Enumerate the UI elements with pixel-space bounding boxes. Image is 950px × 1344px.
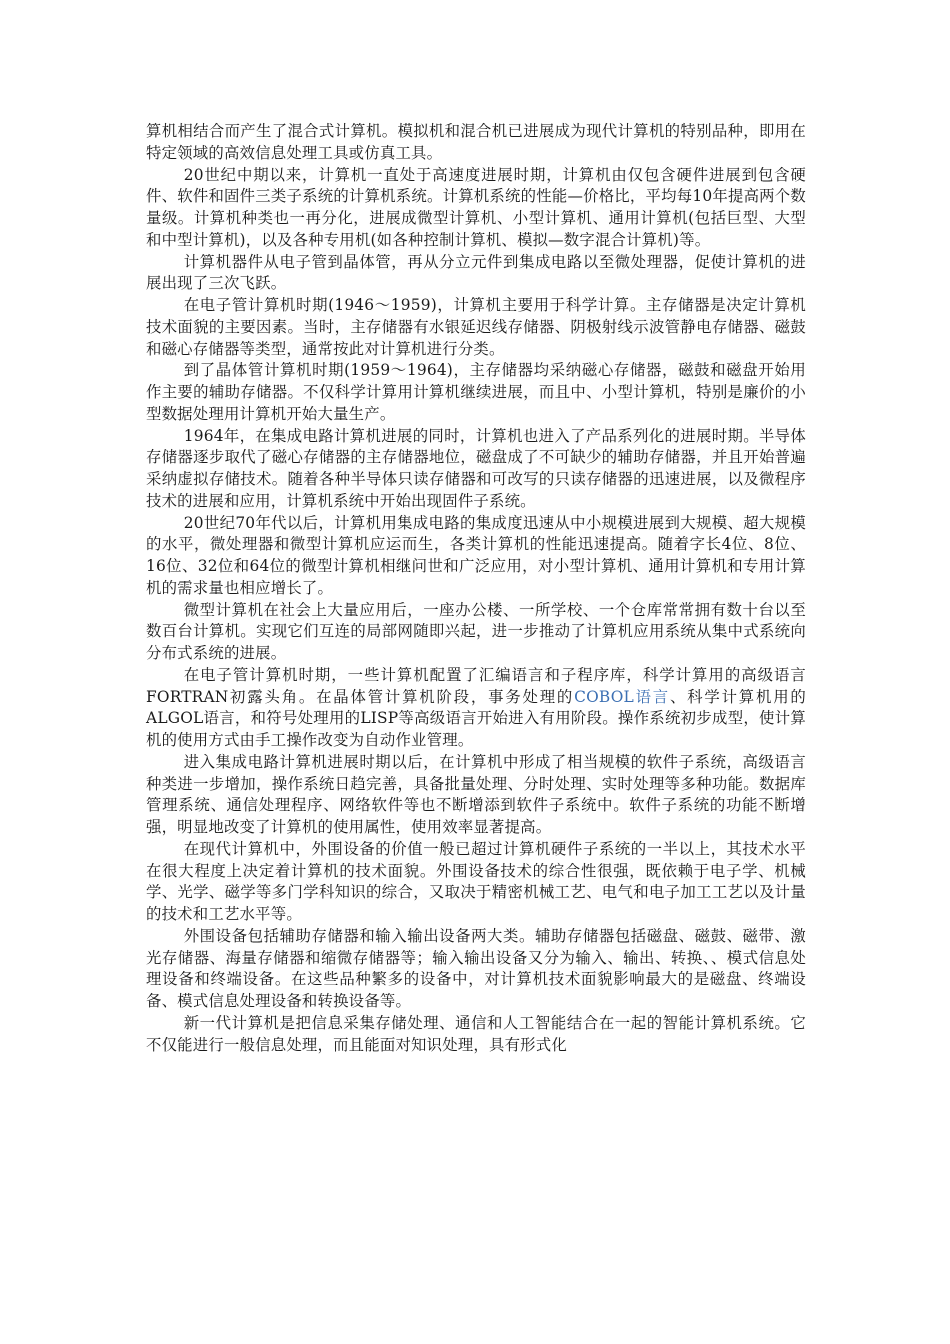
paragraph-10: 进入集成电路计算机进展时期以后，在计算机中形成了相当规模的软件子系统，高级语言种类进一步增加，操作系统日趋完善，具备批量处理、分时处理、实时处理等多种功能。数据库管理系统、通信处理程序、网络软件等也不断增添到软件子系统中。软件子系统的功能不断增强，明显地改变了计算机的使用属性，使用效率显著提高。: [146, 752, 806, 836]
paragraph-5: 到了晶体管计算机时期(1959～1964)，主存储器均采纳磁心存储器，磁鼓和磁盘开始用作主要的辅助存储器。不仅科学计算用计算机继续进展，而且中、小型计算机，特别是廉价的小型数据处理用计算机开始大量生产。: [146, 361, 806, 423]
paragraph-9-text-a: 在电子管计算机时期，一些计算机配置了汇编语言和子程序库，科学计算用的高级语言FORTRAN初露头角。在晶体管计算机阶段，事务处理的: [146, 665, 806, 706]
paragraph-3: 计算机器件从电子管到晶体管，再从分立元件到集成电路以至微处理器，促使计算机的进展出现了三次飞跃。: [146, 252, 806, 293]
document-body: [146, 121, 806, 1056]
paragraph-8: 微型计算机在社会上大量应用后，一座办公楼、一所学校、一个仓库常常拥有数十台以至数百台计算机。实现它们互连的局部网随即兴起，进一步推动了计算机应用系统从集中式系统向分布式系统的进展。: [146, 600, 806, 662]
paragraph-9-text-b: 、科学计算机用的ALGOL语言，和符号处理用的LISP等高级语言开始进入有用阶段。操作系统初步成型，使计算机的使用方式由手工操作改变为自动作业管理。: [146, 687, 806, 749]
paragraph-4: 在电子管计算机时期(1946～1959)，计算机主要用于科学计算。主存储器是决定计算机技术面貌的主要因素。当时，主存储器有水银延迟线存储器、阴极射线示波管静电存储器、磁鼓和磁心存储器等类型，通常按此对计算机进行分类。: [146, 296, 806, 358]
paragraph-2: 20世纪中期以来，计算机一直处于高速度进展时期，计算机由仅包含硬件进展到包含硬件、软件和固件三类子系统的计算机系统。计算机系统的性能—价格比，平均每10年提高两个数量级。计算机种类也一再分化，进展成微型计算机、小型计算机、通用计算机(包括巨型、大型和中型计算机)，以及各种专用机(如各种控制计算机、模拟—数字混合计算机)等。: [146, 165, 806, 249]
paragraph-1: 算机相结合而产生了混合式计算机。模拟机和混合机已进展成为现代计算机的特别品种，即用在特定领域的高效信息处理工具或仿真工具。: [146, 122, 806, 162]
paragraph-9: [146, 665, 806, 752]
paragraph-6: 1964年，在集成电路计算机进展的同时，计算机也进入了产品系列化的进展时期。半导体存储器逐步取代了磁心存储器的主存储器地位，磁盘成了不可缺少的辅助存储器，并且开始普遍采纳虚拟存储技术。随着各种半导体只读存储器和可改写的只读存储器的迅速进展，以及微程序技术的进展和应用，计算机系统中开始出现固件子系统。: [146, 426, 806, 510]
paragraph-7: 20世纪70年代以后，计算机用集成电路的集成度迅速从中小规模进展到大规模、超大规模的水平，微处理器和微型计算机应运而生，各类计算机的性能迅速提高。随着字长4位、8位、16位、32位和64位的微型计算机相继问世和广泛应用，对小型计算机、通用计算机和专用计算机的需求量也相应增长了。: [146, 513, 806, 597]
paragraph-11: 在现代计算机中，外围设备的价值一般已超过计算机硬件子系统的一半以上，其技术水平在很大程度上决定着计算机的技术面貌。外围设备技术的综合性很强，既依赖于电子学、机械学、光学、磁学等多门学科知识的综合，又取决于精密机械工艺、电气和电子加工工艺以及计量的技术和工艺水平等。: [146, 839, 806, 923]
paragraph-13: 新一代计算机是把信息采集存储处理、通信和人工智能结合在一起的智能计算机系统。它不仅能进行一般信息处理，而且能面对知识处理，具有形式化: [146, 1013, 806, 1054]
paragraph-12: 外围设备包括辅助存储器和输入输出设备两大类。辅助存储器包括磁盘、磁鼓、磁带、激光存储器、海量存储器和缩微存储器等；输入输出设备又分为输入、输出、转换、、模式信息处理设备和终端设备。在这些品种繁多的设备中，对计算机技术面貌影响最大的是磁盘、终端设备、模式信息处理设备和转换设备等。: [146, 926, 806, 1010]
cobol-language-link[interactable]: COBOL语言: [574, 687, 670, 706]
